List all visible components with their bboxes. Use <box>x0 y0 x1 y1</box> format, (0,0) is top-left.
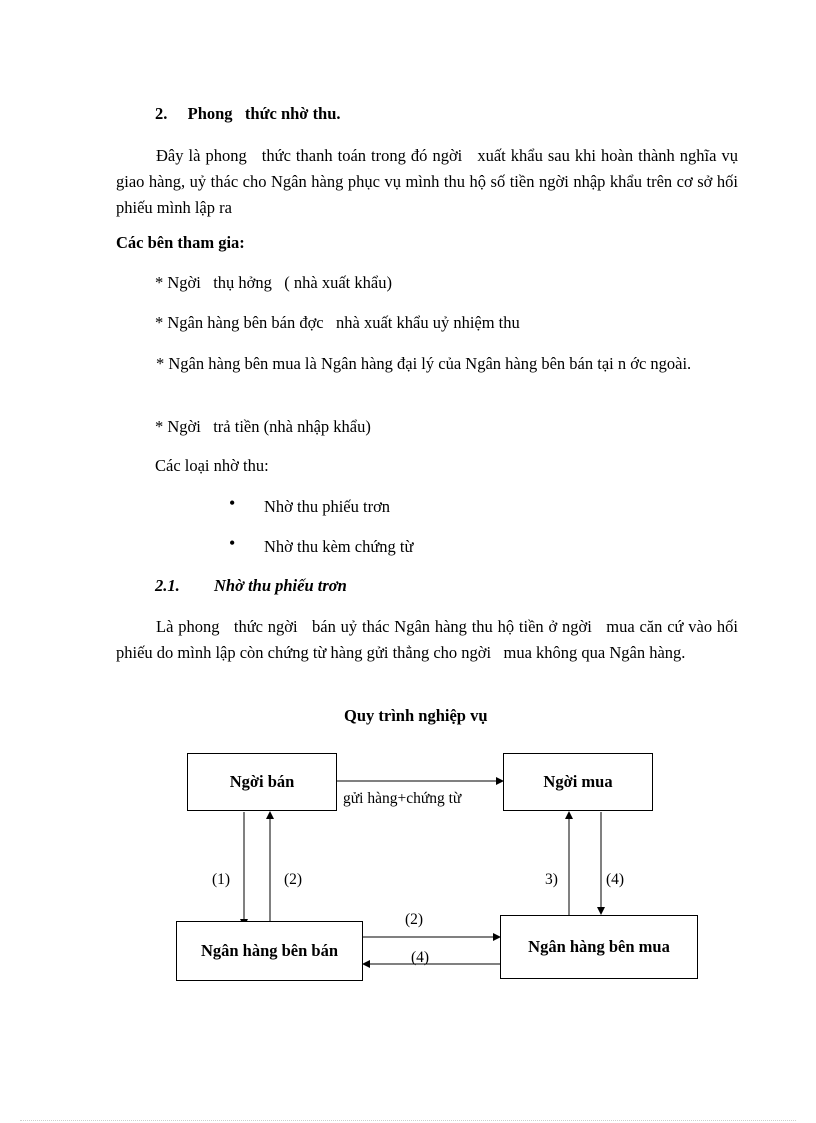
node-buyer: Ngời mua <box>503 753 653 811</box>
node-seller: Ngời bán <box>187 753 337 811</box>
label-step4-right: (4) <box>606 871 625 888</box>
subsection-title: Nhờ thu phiếu trơn <box>214 576 347 595</box>
subsection-body-text: Là phong thức ngời bán uỷ thác Ngân hàng thu hộ tiền ở ngời mua căn cứ vào hối phiếu do mình lập còn chứng từ hàng gửi thẳng cho ngời mua không qua Ngân hàng. <box>116 617 743 662</box>
collection-type-item: Nhờ thu phiếu trơn <box>264 497 391 516</box>
diagram-title: Quy trình nghiệp vụ <box>344 706 488 725</box>
party-item-buyer-bank-text: * Ngân hàng bên mua là Ngân hàng đại lý của Ngân hàng bên bán tại n ớc ngoài. <box>156 354 692 373</box>
label-step1: (1) <box>212 871 231 888</box>
party-item-seller-bank: * Ngân hàng bên bán đợc nhà xuất khẩu uỷ nhiệm thu <box>155 313 520 332</box>
definition-text: Đây là phong thức thanh toán trong đó ngời xuất khẩu sau khi hoàn thành nghĩa vụ giao hàng, uỷ thác cho Ngân hàng phục vụ mình thu hộ số tiền ngời nhập khẩu trên cơ sở hối phiếu mình lập ra <box>116 146 743 217</box>
party-item-beneficiary: * Ngời thụ hởng ( nhà xuất khẩu) <box>155 273 392 292</box>
collection-type-item: Nhờ thu kèm chứng từ <box>264 537 414 556</box>
label-goods-documents: gửi hàng+chứng từ <box>343 790 462 807</box>
bullet-icon: • <box>229 493 236 513</box>
collection-types-intro: Các loại nhờ thu: <box>155 456 269 475</box>
label-step3: 3) <box>545 871 558 888</box>
label-step4-middle: (4) <box>411 949 430 966</box>
party-item-payer: * Ngời trả tiền (nhà nhập khẩu) <box>155 417 371 436</box>
subsection-number: 2.1. <box>155 576 180 595</box>
bullet-icon: • <box>229 533 236 553</box>
node-buyer-bank: Ngân hàng bên mua <box>500 915 698 979</box>
label-step2-left: (2) <box>284 871 303 888</box>
page-bottom-divider <box>20 1120 796 1121</box>
label-step2-middle: (2) <box>405 911 424 928</box>
node-seller-bank: Ngân hàng bên bán <box>176 921 363 981</box>
section-number: 2. <box>155 104 168 123</box>
section-title: Phong thức nhờ thu. <box>187 104 341 123</box>
parties-title: Các bên tham gia: <box>116 233 245 252</box>
